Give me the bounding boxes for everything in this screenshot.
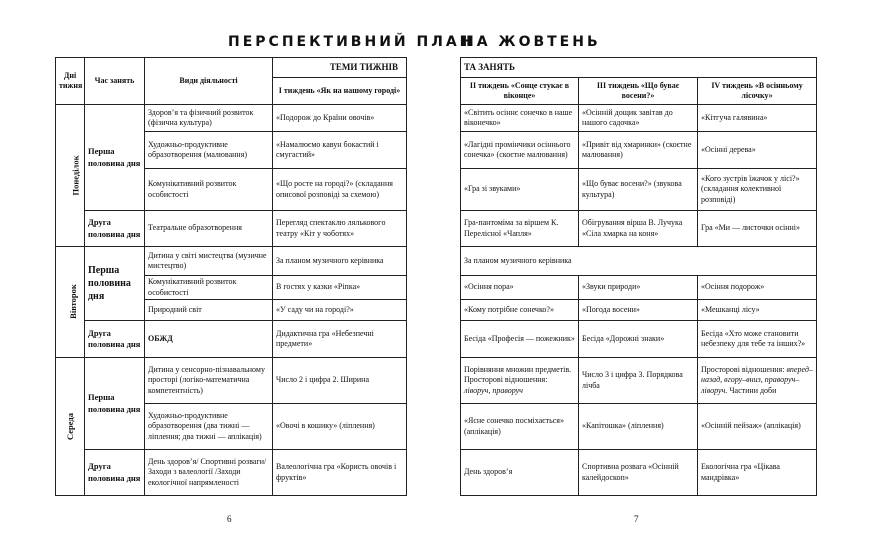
- week4-cell: «Осінні дерева»: [698, 132, 817, 169]
- activity-kind: Художньо-продуктивне образотворення (малювання): [145, 132, 273, 169]
- week3-cell: Число 3 і цифра 3. Порядкова лічба: [579, 358, 698, 404]
- week1-cell: «Подорож до Країни овочів»: [273, 105, 407, 132]
- day-wednesday-label: Середа: [64, 412, 75, 440]
- week1-cell: Дидактична гра «Небезпечні предмети»: [273, 321, 407, 358]
- week1-cell: Число 2 і цифра 2. Ширина: [273, 358, 407, 404]
- week2-cell: «Лагідні промінчики осіннього сонечка» (скоєтне малювання): [461, 132, 579, 169]
- time-second-half: Друга половина дня: [85, 321, 145, 358]
- page-title-right: НА ЖОВТЕНЬ: [462, 34, 601, 50]
- header-week2: ІІ тиждень «Сонце стукає в віконце»: [461, 78, 579, 105]
- header-days: Дні тижня: [56, 58, 85, 105]
- cell-text-italic: вперед–назад, вгору–вниз, праворуч–ліворуч.: [701, 364, 813, 395]
- page-number-left: 6: [227, 514, 232, 524]
- activity-kind: Природний світ: [145, 300, 273, 321]
- week3-cell: Бесіда «Дорожні знаки»: [579, 321, 698, 358]
- week1-cell: «У саду чи на городі?»: [273, 300, 407, 321]
- week1-cell: «Що росте на городі?» (складання описової розповіді за схемою): [273, 169, 407, 211]
- plan-table-right: [460, 57, 817, 496]
- week4-cell: «Осінній пейзаж» (аплікація): [698, 404, 817, 450]
- header-topics: ТЕМИ ТИЖНІВ: [273, 58, 407, 78]
- activity-kind: День здоров’я/ Спортивні розваги/ Заходи з валеології /Заходи екологічної напрямленості: [145, 450, 273, 496]
- plan-table-left: [55, 57, 407, 496]
- day-tuesday-label: Вівторок: [67, 284, 78, 320]
- week3-cell: «Осінній дощик завітав до нашого садочка»: [579, 105, 698, 132]
- week1-cell: «Намалюємо кавун бокастий і смугастий»: [273, 132, 407, 169]
- activity-kind: Комунікативний розвиток особистості: [145, 276, 273, 300]
- page-number-right: 7: [634, 514, 639, 524]
- week4-cell: [698, 358, 817, 404]
- week3-cell: «Погода восени»: [579, 300, 698, 321]
- activity-kind: Художньо-продуктивне образотворення (два тижні — ліплення; два тижні — аплікація): [145, 404, 273, 450]
- header-week1: І тиждень «Як на нашому городі»: [273, 78, 407, 105]
- week2-cell: День здоров’я: [461, 450, 579, 496]
- header-kinds: Види діяльності: [145, 58, 273, 105]
- week1-cell: «Овочі в кошику» (ліплення): [273, 404, 407, 450]
- week2-cell: «Кому потрібне сонечко?»: [461, 300, 579, 321]
- cell-text-italic: ліворуч, праворуч: [464, 385, 523, 395]
- day-tuesday: [56, 247, 85, 358]
- week4-cell: Екологічна гра «Цікава мандрівка»: [698, 450, 817, 496]
- time-second-half: Друга половина дня: [85, 211, 145, 247]
- week2-cell: [461, 358, 579, 404]
- week3-cell: Обігрування вірша В. Лучука «Сіла хмарка на коня»: [579, 211, 698, 247]
- time-first-half: Перша половина дня: [85, 358, 145, 450]
- week4-cell: «Кітгуча галявина»: [698, 105, 817, 132]
- week2-cell: «Світить осіннє сонечко в наше віконечко»: [461, 105, 579, 132]
- week1-cell: Перегляд спектаклю ляльковогo театру «Кіт у чоботях»: [273, 211, 407, 247]
- week3-cell: «Привіт від хмаринки» (скоєтне малювання): [579, 132, 698, 169]
- week2-cell: Гра-пантоміма за віршем К. Перелісної «Чапля»: [461, 211, 579, 247]
- activity-kind: Здоров’я та фізичний розвиток (фізична культура): [145, 105, 273, 132]
- week1-cell: За планом музичного керівника: [273, 247, 407, 276]
- week2-cell: «Осіння пора»: [461, 276, 579, 300]
- day-wednesday: [56, 358, 85, 496]
- week4-cell: «Мешканці лісу»: [698, 300, 817, 321]
- week3-cell: «Капітошка» (ліплення): [579, 404, 698, 450]
- header-time: Час занять: [85, 58, 145, 105]
- activity-kind: Комунікативний розвиток особистості: [145, 169, 273, 211]
- week4-cell: «Кого зустрів їжачок у лісі?» (складання колективної розповіді): [698, 169, 817, 211]
- activity-kind: ОБЖД: [145, 321, 273, 358]
- week1-cell: В гостях у казки «Ріпка»: [273, 276, 407, 300]
- week2-cell: Бесіда «Професія — пожежник»: [461, 321, 579, 358]
- merged-cell: За планом музичного керівника: [461, 247, 817, 276]
- week4-cell: Бесіда «Хто може становити небезпеку для тебе та інших?»: [698, 321, 817, 358]
- cell-text: Частини доби: [727, 385, 777, 395]
- time-first-half: Перша половина дня: [85, 105, 145, 211]
- day-monday-label: Понеділок: [70, 155, 81, 196]
- page-title-left: ПЕРСПЕКТИВНИЙ ПЛАН: [228, 34, 475, 50]
- header-week4: ІV тиждень «В осінньому лісочку»: [698, 78, 817, 105]
- week2-cell: «Гра зі звуками»: [461, 169, 579, 211]
- activity-kind: Дитина у світі мистецтва (музичне мистецтво): [145, 247, 273, 276]
- time-second-half: Друга половина дня: [85, 450, 145, 496]
- time-first-half: Перша половина дня: [85, 247, 145, 321]
- header-topics-cont: ТА ЗАНЯТЬ: [461, 58, 817, 78]
- week4-cell: Гра «Ми — листочки осінні»: [698, 211, 817, 247]
- header-week3: ІІІ тиждень «Що буває восени?»: [579, 78, 698, 105]
- week4-cell: «Осіння подорож»: [698, 276, 817, 300]
- week3-cell: «Звуки природи»: [579, 276, 698, 300]
- activity-kind: Дитина у сенсорно-пізнавальному просторі (логіко-математична компетентність): [145, 358, 273, 404]
- day-monday: [56, 105, 85, 247]
- cell-text: Просторові відношення:: [701, 364, 787, 374]
- activity-kind: Театральне образотворення: [145, 211, 273, 247]
- week3-cell: «Що буває восени?» (звукова культура): [579, 169, 698, 211]
- week1-cell: Валеологічна гра «Користь овочів і фруктів»: [273, 450, 407, 496]
- week3-cell: Спортивна розвага «Осінній калейдоскоп»: [579, 450, 698, 496]
- cell-text: Порівняння множин предметів. Просторові відношення:: [464, 364, 572, 385]
- week2-cell: «Ясне сонечко посміхається» (аплікація): [461, 404, 579, 450]
